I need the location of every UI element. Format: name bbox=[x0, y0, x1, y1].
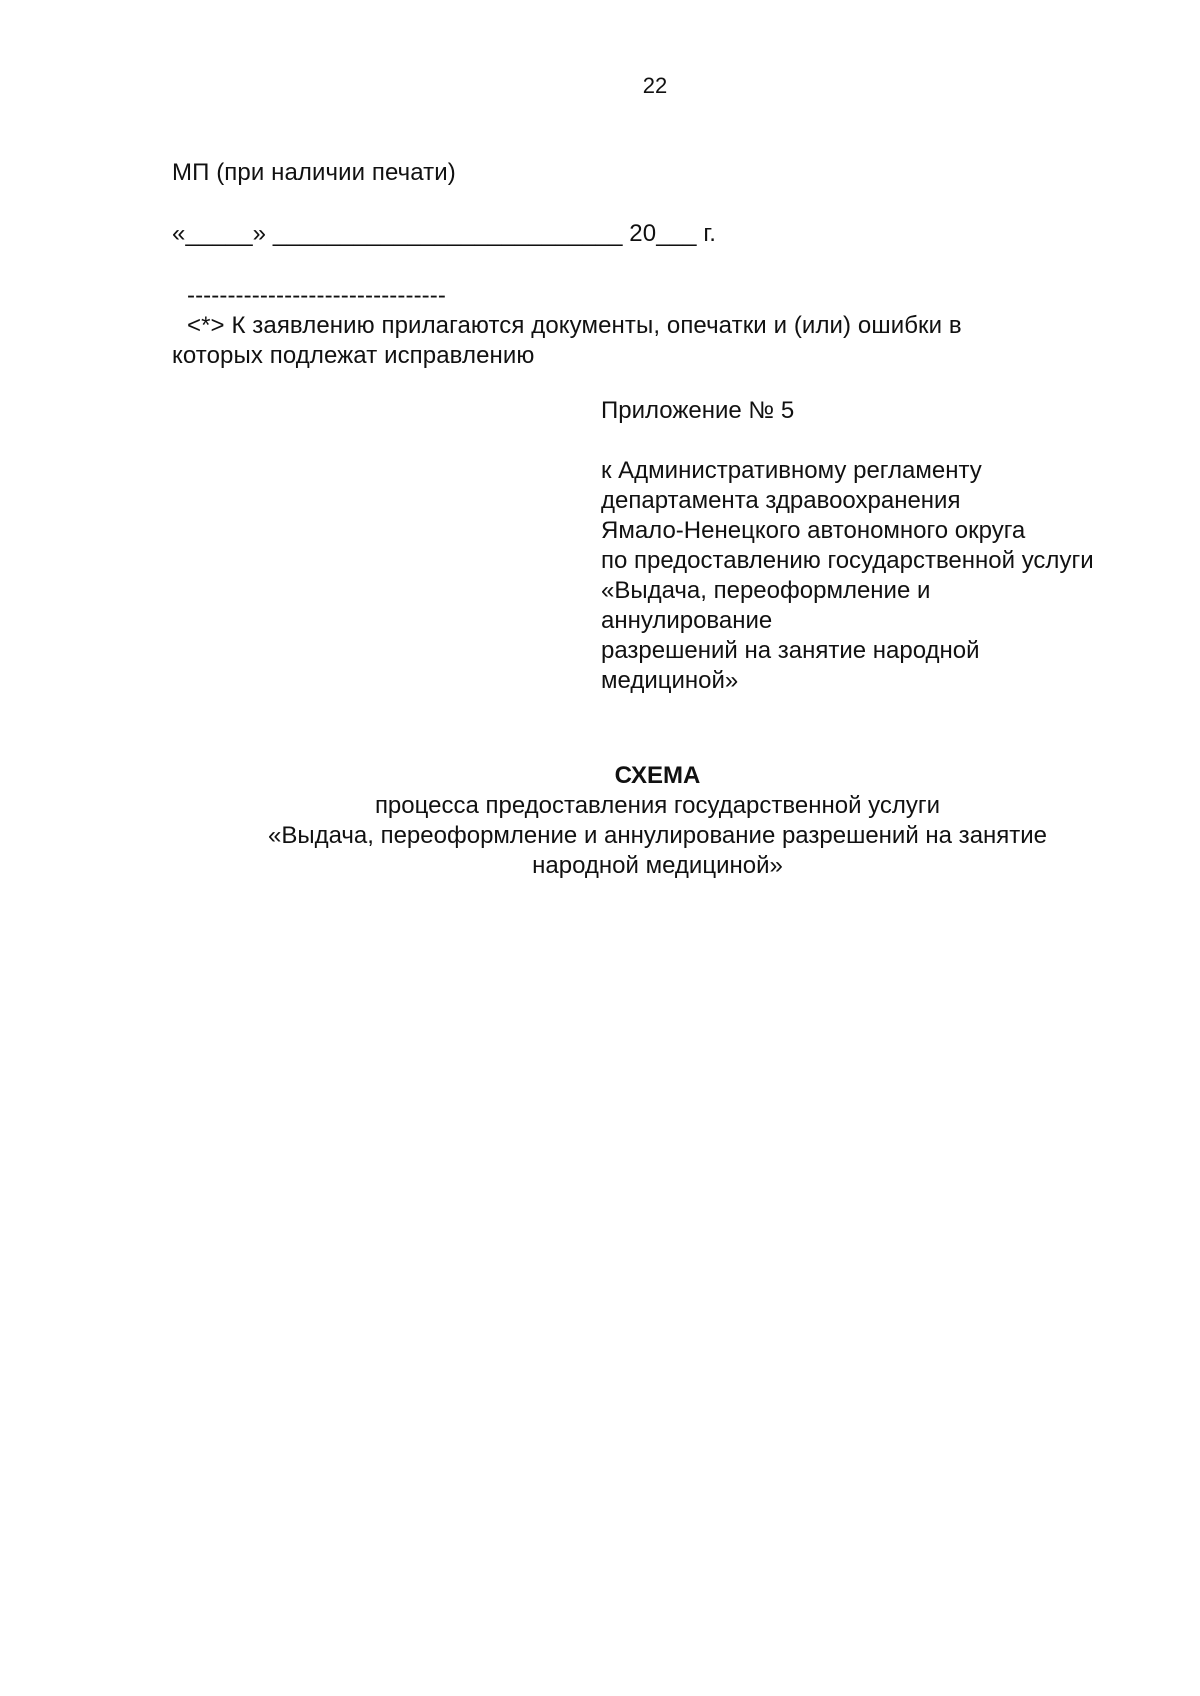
appendix-line: департамента здравоохранения bbox=[601, 487, 961, 514]
schema-subtitle-line: процесса предоставления государственной услуги bbox=[374, 792, 941, 819]
appendix-block bbox=[601, 396, 1094, 696]
schema-subtitle-line: народной медициной» bbox=[532, 852, 783, 879]
footnote-text-line-1: <*> К заявлению прилагаются документы, опечатки и (или) ошибки в bbox=[187, 312, 962, 339]
footnote-separator: -------------------------------- bbox=[187, 282, 446, 309]
schema-subtitle bbox=[0, 791, 1200, 881]
appendix-line: аннулирование bbox=[601, 607, 773, 634]
appendix-line: медициной» bbox=[601, 667, 739, 694]
appendix-line: Ямало-Ненецкого автономного округа bbox=[601, 517, 1026, 544]
schema-subtitle-line: «Выдача, переоформление и аннулирование разрешений на занятие bbox=[267, 822, 1048, 849]
page-number: 22 bbox=[642, 73, 668, 98]
stamp-note: МП (при наличии печати) bbox=[172, 159, 456, 186]
appendix-line: «Выдача, переоформление и bbox=[601, 577, 931, 604]
footnote-text-line-2: которых подлежат исправлению bbox=[172, 342, 535, 369]
schema-title: СХЕМА bbox=[614, 762, 701, 789]
appendix-heading: Приложение № 5 bbox=[601, 397, 795, 424]
date-line: «_____» __________________________ 20___ г. bbox=[172, 220, 717, 247]
appendix-line: разрешений на занятие народной bbox=[601, 637, 980, 664]
appendix-line: по предоставлению государственной услуги bbox=[601, 547, 1094, 574]
appendix-line: к Административному регламенту bbox=[601, 457, 982, 484]
